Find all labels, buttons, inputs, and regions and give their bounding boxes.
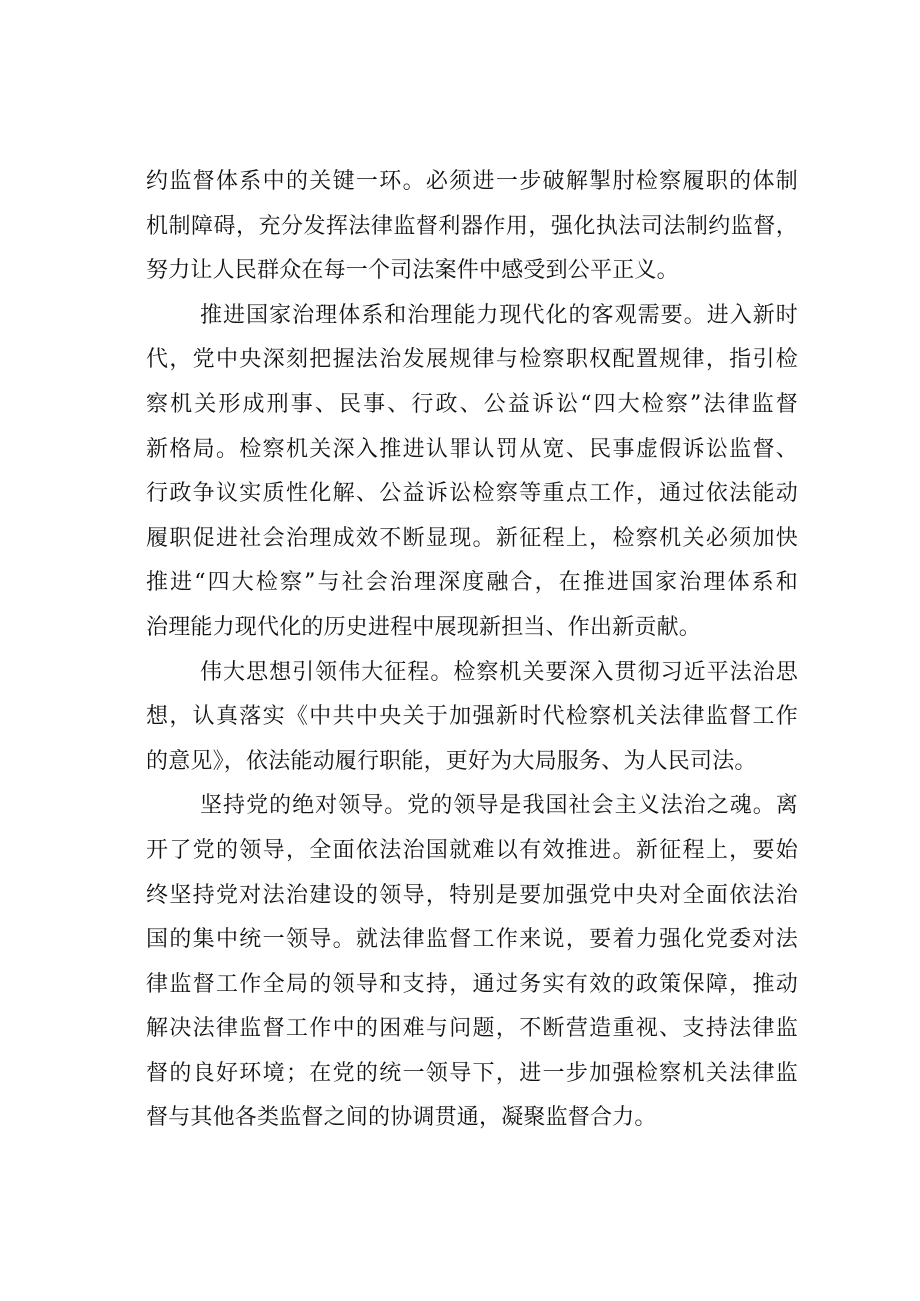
text-line: 治理能力现代化的历史进程中展现新担当、作出新贡献。 <box>146 614 702 640</box>
text-line: 想，认真落实《中共中央关于加强新时代检察机关法律监督工作 <box>146 704 798 730</box>
text-line: 推进“四大检察”与社会治理深度融合，在推进国家治理体系和 <box>146 570 798 596</box>
document-body <box>146 160 798 1141</box>
text-line: 履职促进社会治理成效不断显现。新征程上，检察机关必须加快 <box>146 525 798 551</box>
text-line: 机制障碍，充分发挥法律监督利器作用，强化执法司法制约监督， <box>146 213 798 239</box>
text-line: 新格局。检察机关深入推进认罪认罚从宽、民事虚假诉讼监督、 <box>146 436 798 462</box>
text-line: 终坚持党对法治建设的领导，特别是要加强党中央对全面依法治 <box>146 882 798 908</box>
text-line: 的意见》，依法能动履行职能，更好为大局服务、为人民司法。 <box>146 748 757 774</box>
text-line: 察机关形成刑事、民事、行政、公益诉讼“四大检察”法律监督 <box>146 391 798 417</box>
text-line: 推进国家治理体系和治理能力现代化的客观需要。进入新时 <box>200 302 798 328</box>
text-line: 伟大思想引领伟大征程。检察机关要深入贯彻习近平法治思 <box>200 659 798 685</box>
text-line: 开了党的领导，全面依法治国就难以有效推进。新征程上，要始 <box>146 837 798 863</box>
text-line: 国的集中统一领导。就法律监督工作来说，要着力强化党委对法 <box>146 927 798 953</box>
text-line: 代，党中央深刻把握法治发展规律与检察职权配置规律，指引检 <box>146 347 798 373</box>
text-line: 督与其他各类监督之间的协调贯通，凝聚监督合力。 <box>146 1105 657 1131</box>
text-line: 律监督工作全局的领导和支持，通过务实有效的政策保障，推动 <box>146 971 798 997</box>
text-line: 坚持党的绝对领导。党的领导是我国社会主义法治之魂。离 <box>200 793 798 819</box>
text-line: 解决法律监督工作中的困难与问题，不断营造重视、支持法律监 <box>146 1016 798 1042</box>
text-line: 努力让人民群众在每一个司法案件中感受到公平正义。 <box>146 258 679 284</box>
text-line: 行政争议实质性化解、公益诉讼检察等重点工作，通过依法能动 <box>146 481 798 507</box>
text-line: 约监督体系中的关键一环。必须进一步破解掣肘检察履职的体制 <box>146 169 798 194</box>
text-line: 督的良好环境；在党的统一领导下，进一步加强检察机关法律监 <box>146 1060 798 1086</box>
